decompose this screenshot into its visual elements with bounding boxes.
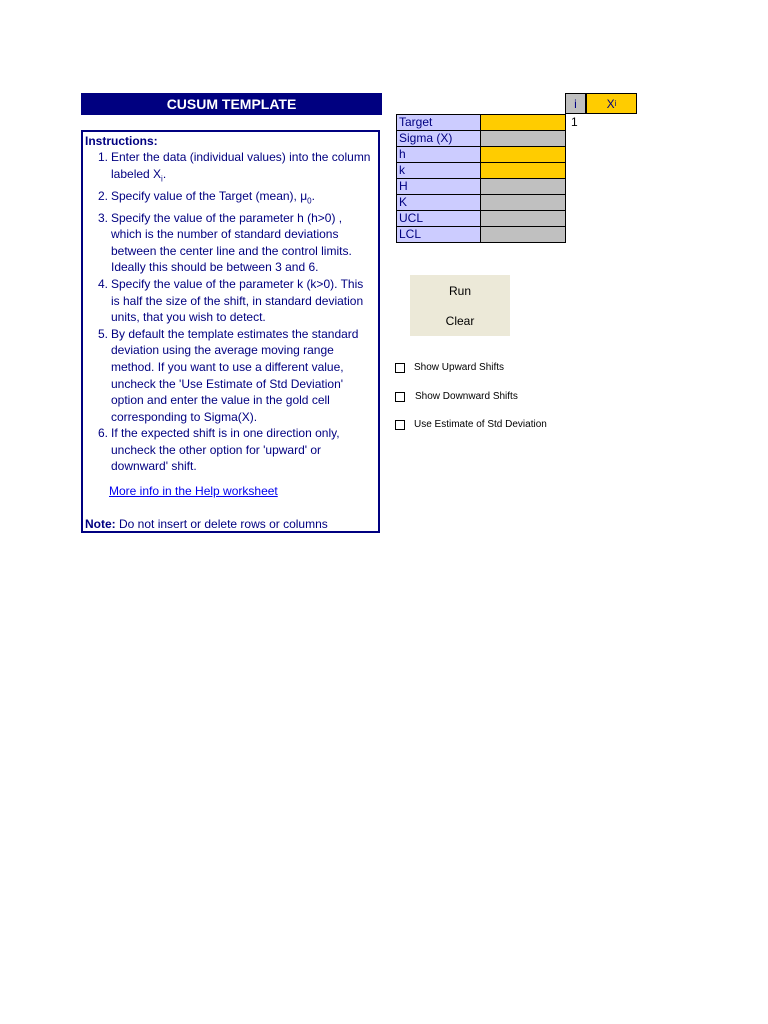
instruction-item: 6. If the expected shift is in one direction only, uncheck the other option for 'upward' or downward' shift. [98, 426, 340, 474]
instruction-item: 2. Specify value of the Target (mean), $\mu_0$. [98, 188, 315, 205]
param-row-k [397, 163, 566, 179]
checkbox-box[interactable] [395, 363, 405, 373]
K-value-cell [481, 195, 566, 211]
param-row-ucl [397, 211, 566, 227]
instruction-item: 1. Enter the data (individual values) into the column labeled $X_i$. [98, 150, 371, 183]
checkbox-box[interactable] [395, 392, 405, 402]
first-row-index: 1 [571, 115, 578, 129]
param-row-lcl [397, 227, 566, 243]
param-label: k [397, 163, 481, 179]
checkbox-box[interactable] [395, 420, 405, 430]
k-input-cell[interactable] [481, 163, 566, 179]
instruction-item: 3. Specify the value of the parameter h (h>0) , which is the number of standard deviations between the center line and the control limits. Ideally this should be between 3 and 6. [98, 210, 352, 275]
clear-button[interactable]: Clear [410, 307, 510, 335]
instructions-list [85, 149, 375, 475]
index-column-header: i [565, 93, 586, 114]
instructions-heading: Instructions: [85, 134, 158, 148]
param-row-H [397, 179, 566, 195]
instruction-item: 4. Specify the value of the parameter k (k>0). This is half the size of the shift, in standard deviation units, that you wish to detect. [98, 276, 364, 325]
param-label: Sigma (X) [397, 131, 481, 147]
note-text: Note: Do not insert or delete rows or columns [85, 517, 328, 531]
instruction-item: 5. By default the template estimates the standard deviation using the average moving range method. If you want to use a different value, uncheck the 'Use Estimate of Std Deviation' option and enter the value in the gold cell corresponding to Sigma(X). [98, 326, 359, 424]
template-title: CUSUM TEMPLATE [81, 93, 382, 115]
button-panel [410, 275, 510, 336]
param-label: h [397, 147, 481, 163]
show-upward-shifts-checkbox[interactable]: Show Upward Shifts [395, 362, 504, 373]
param-label: UCL [397, 211, 481, 227]
sigma-cell[interactable] [481, 131, 566, 147]
H-value-cell [481, 179, 566, 195]
help-worksheet-link[interactable]: More info in the Help worksheet [109, 484, 278, 498]
param-row-K [397, 195, 566, 211]
param-label: K [397, 195, 481, 211]
ucl-value-cell [481, 211, 566, 227]
param-label: LCL [397, 227, 481, 243]
param-row-sigma [397, 131, 566, 147]
instructions-box [81, 130, 380, 533]
h-input-cell[interactable] [481, 147, 566, 163]
param-row-target [397, 115, 566, 131]
param-label: Target [397, 115, 481, 131]
use-estimate-std-dev-checkbox[interactable]: Use Estimate of Std Deviation [395, 419, 547, 430]
parameter-table [396, 114, 566, 243]
param-label: H [397, 179, 481, 195]
run-button[interactable]: Run [410, 277, 510, 305]
show-downward-shifts-checkbox[interactable]: Show Downward Shifts [395, 391, 518, 402]
param-row-h [397, 147, 566, 163]
lcl-value-cell [481, 227, 566, 243]
target-input-cell[interactable] [481, 115, 566, 131]
x-column-header: X i [586, 93, 637, 114]
